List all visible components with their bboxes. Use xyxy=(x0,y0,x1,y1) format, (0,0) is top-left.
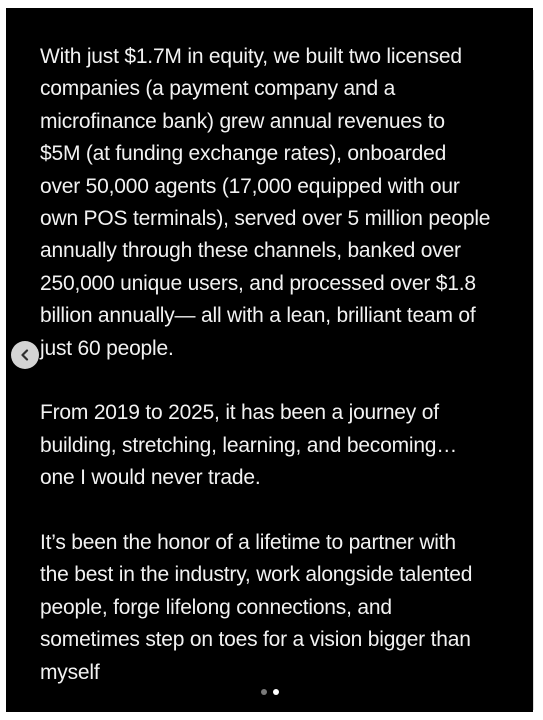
post-paragraph-2: From 2019 to 2025, it has been a journey of building, stretching, learning, and becoming… one I would never trade. xyxy=(40,401,458,490)
page-edge-divider xyxy=(533,70,534,710)
carousel-prev-button[interactable] xyxy=(11,341,39,369)
carousel-pagination xyxy=(6,689,533,695)
post-paragraph-3: It’s been the honor of a lifetime to partner with the best in the industry, work alongside talented people, forge lifelong connections, and sometimes step on toes for a vision bigger than myself xyxy=(40,531,473,684)
post-text xyxy=(40,41,520,712)
pagination-dot-2-active[interactable] xyxy=(273,689,279,695)
chevron-left-icon xyxy=(19,349,31,361)
post-paragraph-1: With just $1.7M in equity, we built two licensed companies (a payment company and a microfinance bank) grew annual revenues to $5M (at funding exchange rates), onboarded over 50,000 agents (17,000 equipped with our own POS terminals), served over 5 million people annually through these channels, banked over 250,000 unique users, and processed over $1.8 billion annually— all with a lean, brilliant team of just 60 people. xyxy=(40,45,491,360)
carousel-slide xyxy=(6,8,533,712)
pagination-dot-1[interactable] xyxy=(261,689,267,695)
